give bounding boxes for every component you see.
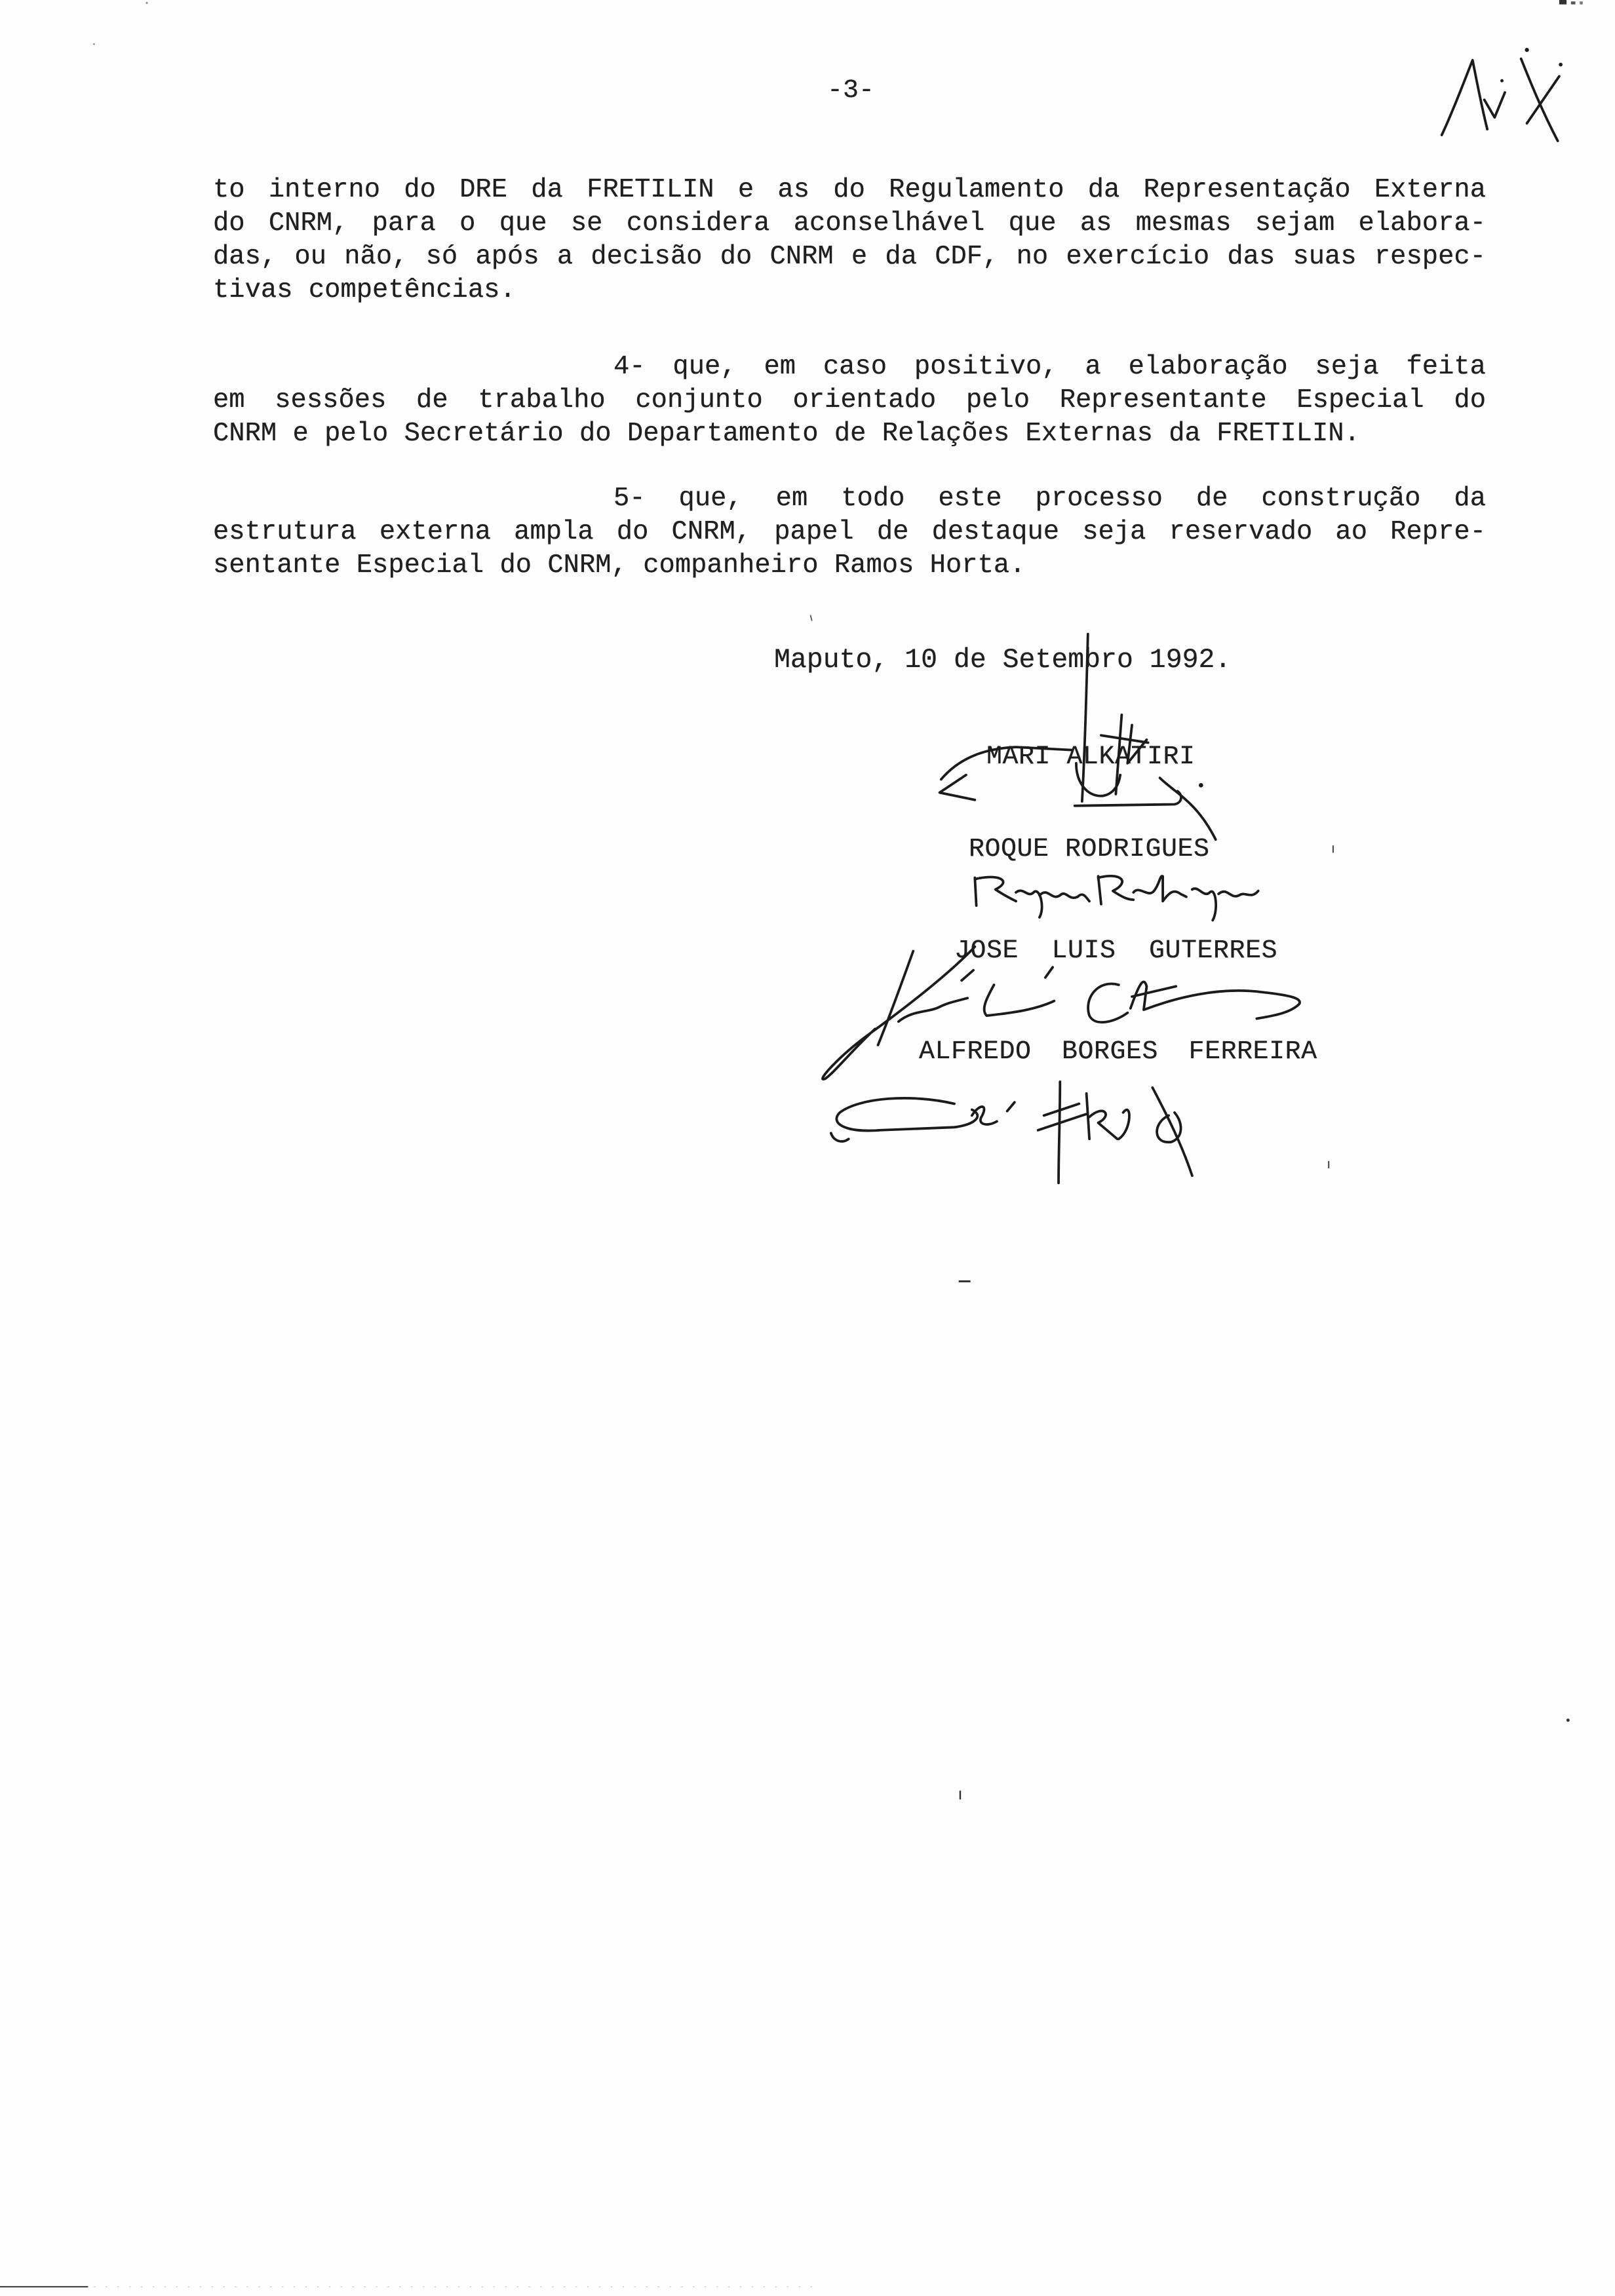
pen-stroke	[972, 1107, 997, 1124]
signatory-name: MARI ALKATIRI	[986, 742, 1196, 772]
pen-dot	[1559, 63, 1563, 67]
pen-dot	[1525, 48, 1528, 52]
paragraph-line: em sessões de trabalho conjunto orientado pelo Representante Especial do	[213, 385, 1486, 415]
pen-stroke	[1485, 92, 1505, 117]
pen-stroke	[1442, 60, 1487, 135]
pen-stroke	[1132, 986, 1176, 997]
pen-stroke	[831, 1133, 849, 1141]
signatory-name: ROQUE RODRIGUES	[969, 835, 1210, 864]
pen-stroke	[1007, 1102, 1015, 1111]
pen-stroke	[1152, 1088, 1192, 1176]
pen-stroke	[1527, 76, 1559, 123]
scan-speck	[810, 615, 811, 621]
pen-stroke	[1045, 967, 1053, 978]
pen-stroke	[975, 877, 1016, 902]
paragraph-line: das, ou não, só após a decisão do CNRM e da CDF, no exercício das suas respec-	[213, 242, 1486, 272]
pen-stroke	[1038, 1114, 1087, 1130]
paragraph-line: tivas competências.	[213, 275, 516, 305]
pen-dot	[1500, 79, 1504, 83]
signature-rodrigues	[975, 876, 1258, 921]
pen-stroke	[1089, 1111, 1118, 1139]
scan-speck	[1580, 1, 1582, 4]
pen-stroke	[1521, 59, 1558, 141]
pen-stroke	[1119, 1110, 1129, 1139]
pen-stroke	[1088, 984, 1127, 1022]
pen-stroke	[836, 1098, 977, 1131]
scan-speck	[93, 43, 95, 45]
paragraph-line: estrutura externa ampla do CNRM, papel de destaque seja reservado ao Repre-	[213, 517, 1486, 547]
paragraph-line: CNRM e pelo Secretário do Departamento de Relações Externas da FRETILIN.	[213, 419, 1360, 449]
handwritten-initials	[1442, 48, 1563, 141]
scan-speck	[1559, 0, 1566, 5]
pen-stroke	[878, 951, 914, 1045]
page-number: -3-	[827, 76, 875, 105]
paragraph-continuation	[213, 174, 1486, 307]
scan-speck	[1571, 1, 1576, 4]
pen-stroke	[1099, 876, 1134, 900]
pen-stroke	[1075, 791, 1181, 805]
paragraph-item-5	[213, 482, 1486, 583]
signature-ferreira	[831, 1082, 1192, 1183]
paragraph-item-4	[213, 351, 1486, 451]
pen-dot	[1199, 783, 1203, 788]
pen-stroke	[962, 970, 973, 981]
pen-stroke	[1157, 1113, 1180, 1142]
scan-speck	[146, 2, 147, 4]
pen-stroke	[1160, 778, 1216, 839]
pen-stroke	[984, 985, 1055, 1016]
pen-stroke	[940, 775, 975, 800]
signatory-name: ALFREDO BORGES FERREIRA	[919, 1037, 1317, 1067]
pen-stroke	[975, 878, 976, 906]
pen-stroke	[1016, 890, 1042, 917]
scan-speck	[1566, 1719, 1570, 1722]
pen-stroke	[1059, 1082, 1060, 1183]
pen-stroke	[899, 998, 967, 1022]
paragraph-line: 5- que, em todo este processo de construção da	[613, 484, 1486, 514]
pen-stroke	[1040, 892, 1089, 901]
pen-stroke	[1087, 1094, 1089, 1139]
pen-stroke	[1131, 982, 1300, 1018]
pen-stroke	[1099, 876, 1101, 904]
pen-stroke	[1133, 876, 1186, 901]
signatory-name: JOSE LUIS GUTERRES	[954, 936, 1278, 966]
paragraph-line: 4- que, em caso positivo, a elaboração seja feita	[613, 352, 1486, 382]
paragraph-line: do CNRM, para o que se considera aconselhável que as mesmas sejam elabora-	[213, 208, 1486, 239]
pen-stroke	[1218, 891, 1258, 896]
paragraph-line: to interno do DRE da FRETILIN e as do Regulamento da Representação Externa	[213, 175, 1486, 205]
paragraph-line: sentante Especial do CNRM, companheiro Ramos Horta.	[213, 550, 1026, 581]
pen-stroke	[1192, 889, 1216, 920]
place-and-date: Maputo, 10 de Setembro 1992.	[774, 645, 1232, 676]
pen-stroke	[1044, 1103, 1080, 1115]
